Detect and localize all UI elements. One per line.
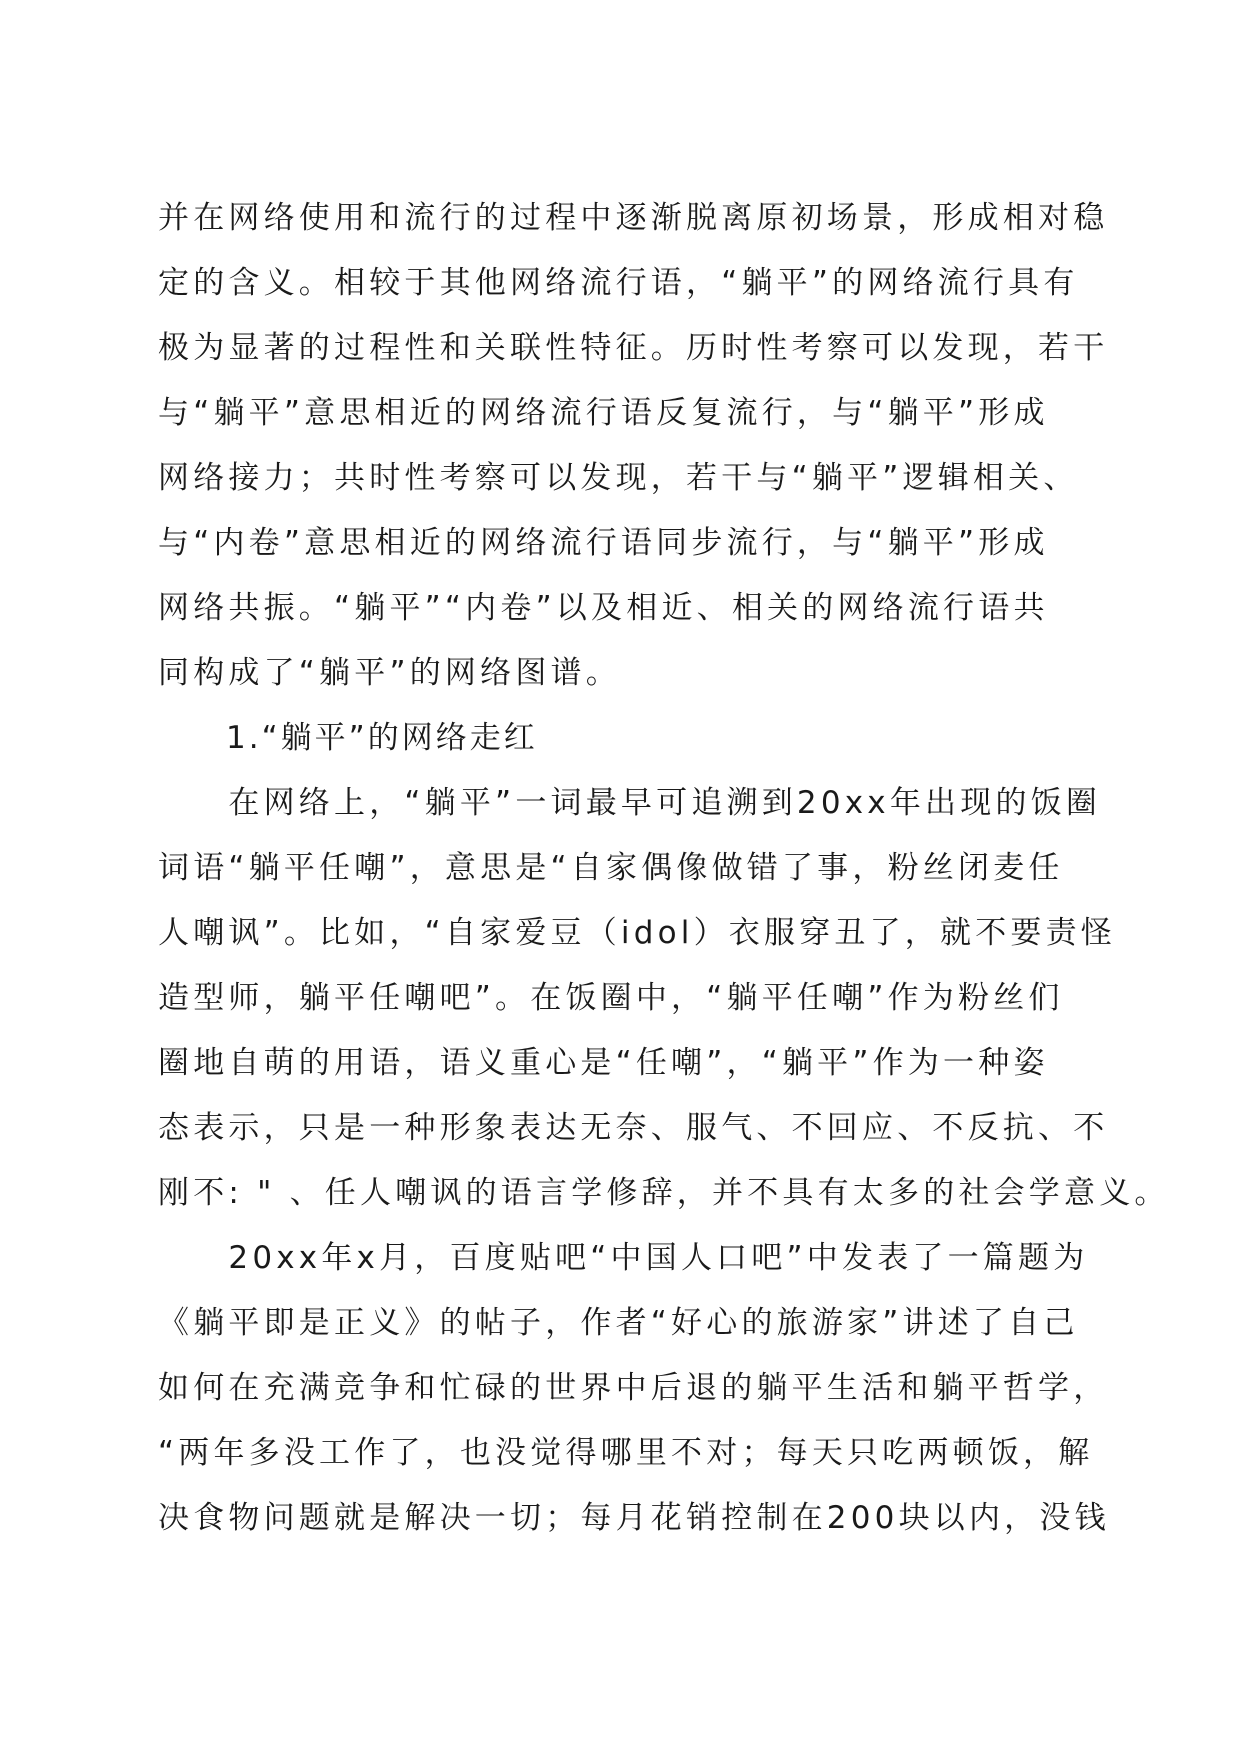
text-line: 与“内卷”意思相近的网络流行语同步流行，与“躺平”形成	[158, 525, 1049, 561]
text-line: 词语“躺平任嘲”，意思是“自家偶像做错了事，粉丝闭麦任	[158, 850, 1064, 886]
text-line: 如何在充满竞争和忙碌的世界中后退的躺平生活和躺平哲学，	[158, 1370, 1109, 1406]
text-line: 在网络上，“躺平”一词最早可追溯到20xx年出现的饭圈	[158, 785, 1102, 821]
body-text	[158, 186, 1170, 1551]
text-line: 并在网络使用和流行的过程中逐渐脱离原初场景，形成相对稳	[158, 200, 1109, 236]
text-line: 刚不: " 、任人嘲讽的语言学修辞，并不具有太多的社会学意义。	[158, 1175, 1170, 1211]
text-line: 决食物问题就是解决一切；每月花销控制在200块以内，没钱	[158, 1500, 1110, 1536]
text-line: 网络接力；共时性考察可以发现，若干与“躺平”逻辑相关、	[158, 460, 1079, 496]
text-line: 态表示，只是一种形象表达无奈、服气、不回应、不反抗、不	[158, 1110, 1109, 1146]
text-line: 造型师，躺平任嘲吧”。在饭圈中，“躺平任嘲”作为粉丝们	[158, 980, 1064, 1016]
section-heading: 1.“躺平”的网络走红	[158, 720, 538, 756]
text-line: 20xx年x月，百度贴吧“中国人口吧”中发表了一篇题为	[158, 1240, 1089, 1276]
text-line: 《躺平即是正义》的帖子，作者“好心的旅游家”讲述了自己	[158, 1305, 1079, 1341]
text-line: 圈地自萌的用语，语义重心是“任嘲”，“躺平”作为一种姿	[158, 1045, 1049, 1081]
text-line: 同构成了“躺平”的网络图谱。	[158, 655, 621, 691]
text-line: 人嘲讽”。比如，“自家爱豆（idol）衣服穿丑了，就不要责怪	[158, 915, 1116, 951]
text-line: “两年多没工作了，也没觉得哪里不对；每天只吃两顿饭，解	[158, 1435, 1094, 1471]
text-line: 极为显著的过程性和关联性特征。历时性考察可以发现，若干	[158, 330, 1109, 366]
text-line: 与“躺平”意思相近的网络流行语反复流行，与“躺平”形成	[158, 395, 1049, 431]
text-line: 网络共振。“躺平”“内卷”以及相近、相关的网络流行语共	[158, 590, 1049, 626]
text-line: 定的含义。相较于其他网络流行语，“躺平”的网络流行具有	[158, 265, 1079, 301]
